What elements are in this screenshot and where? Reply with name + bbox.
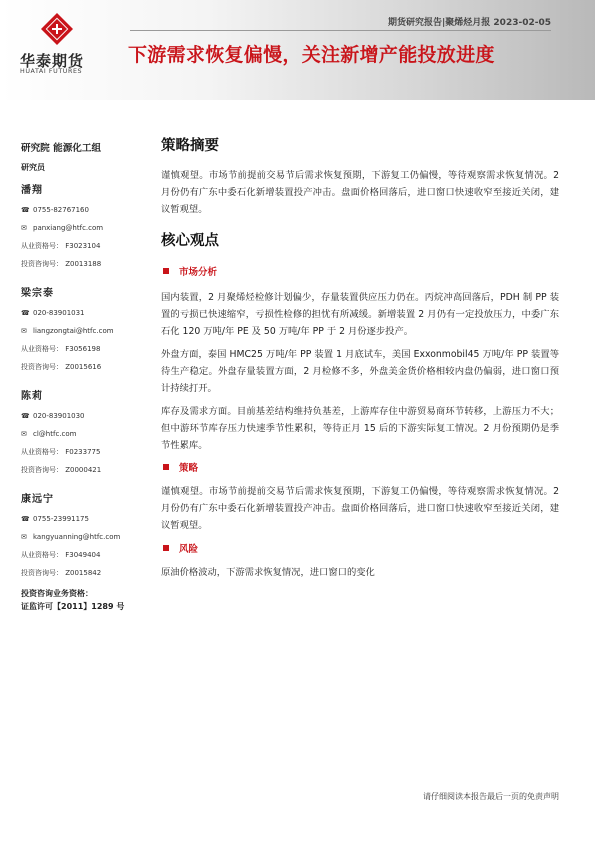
analyst-phone: 0755-82767160: [33, 206, 89, 214]
risk-paragraph: 原油价格波动，下游需求恢复情况，进口窗口的变化: [161, 567, 375, 578]
email-icon: ✉: [21, 430, 27, 438]
brand-name-cn: 华泰期货: [20, 52, 85, 70]
analyst-phone: 020-83901030: [33, 412, 85, 420]
role-label: 研究员: [21, 163, 45, 172]
analyst-consult-license: 投资咨询号： Z0013188: [21, 260, 102, 268]
analyst-card: [21, 284, 141, 379]
email-icon: ✉: [21, 224, 27, 232]
bullet-square-icon: [163, 464, 169, 470]
analyst-phone: 020-83901031: [33, 309, 85, 317]
analyst-consult-license: 投资咨询号： Z0015842: [21, 569, 102, 577]
header-divider: [130, 30, 551, 31]
report-type-date: 期货研究报告|聚烯烃月报 2023-02-05: [388, 18, 551, 28]
analyst-card: [21, 181, 141, 276]
strategy-label: 策略: [179, 462, 199, 474]
risk-label: 风险: [179, 543, 199, 555]
brand-name-en: HUATAI FUTURES: [20, 68, 83, 75]
risk-heading: [161, 539, 559, 556]
analyst-name: 梁宗泰: [21, 288, 54, 299]
phone-icon: ☎: [21, 412, 30, 420]
analyst-license: 从业资格号： F3023104: [21, 242, 101, 250]
bullet-square-icon: [163, 545, 169, 551]
analyst-consult-license: 投资咨询号： Z0000421: [21, 466, 102, 474]
analyst-email[interactable]: kangyuanning@htfc.com: [33, 533, 121, 541]
strategy-heading: [161, 458, 559, 475]
strategy-paragraph: 谨慎观望。市场节前提前交易节后需求恢复预期，下游复工仍偏慢，等待观察需求恢复情况。2 月份仍有广东中委石化新增装置投产冲击。盘面价格回落后，进口窗口快速收窄至接近关闭，建议暂观望。: [161, 486, 559, 531]
market-paragraph: 外盘方面，泰国 HMC25 万吨/年 PP 装置 1 月底试车，美国 Exxonmobil45 万吨/年 PP 装置等待生产稳定。外盘存量装置方面，2 月检修不多，外盘美金货价格相较内盘仍偏弱，进口窗口预计持续打开。: [161, 349, 559, 394]
analyst-name: 潘翔: [21, 185, 43, 196]
analyst-license: 从业资格号： F3049404: [21, 551, 101, 559]
market-analysis-heading: [161, 262, 559, 279]
bullet-square-icon: [163, 268, 169, 274]
analyst-email[interactable]: panxiang@htfc.com: [33, 224, 104, 232]
analyst-card: [21, 387, 141, 482]
analyst-consult-license: 投资咨询号： Z0015616: [21, 363, 102, 371]
email-icon: ✉: [21, 327, 27, 335]
summary-paragraph: 谨慎观望。市场节前提前交易节后需求恢复预期，下游复工仍偏慢，等待观察需求恢复情况。2 月份仍有广东中委石化新增装置投产冲击。盘面价格回落后，进口窗口快速收窄至接近关闭，建议暂观望。: [161, 170, 559, 215]
report-title: 下游需求恢复偏慢，关注新增产能投放进度: [128, 44, 495, 66]
analyst-license: 从业资格号： F0233775: [21, 448, 101, 456]
market-analysis-label: 市场分析: [179, 266, 218, 278]
qualification-label: 投资咨询业务资格：: [21, 589, 93, 598]
analyst-name: 陈莉: [21, 391, 43, 402]
analyst-card: [21, 490, 141, 585]
phone-icon: ☎: [21, 206, 30, 214]
summary-heading: 策略摘要: [161, 138, 219, 154]
analyst-sidebar: [21, 140, 141, 613]
report-body: [161, 134, 559, 581]
market-paragraph: 国内装置，2 月聚烯烃检修计划偏少，存量装置供应压力仍在。丙烷冲高回落后，PDH 制 PP 装置的亏损已快速缩窄，亏损性检修的担忧有所减缓。新增装置 2 月仍有一定投放压力，中委广东石化 120 万吨/年 PE 及 50 万吨/年 PP 于 2 月份逐步投产。: [161, 292, 559, 337]
analyst-email[interactable]: cl@htfc.com: [33, 430, 77, 438]
huatai-logo-icon: [40, 12, 74, 46]
analyst-license: 从业资格号： F3056198: [21, 345, 101, 353]
email-icon: ✉: [21, 533, 27, 541]
market-paragraph: 库存及需求方面。目前基差结构维持负基差，上游库存住中游贸易商环节转移，上游压力不大；但中游环节库存压力快速季节性累积，等待正月 15 后的下游实际复工情况。2 月份预期仍是季节性累库。: [161, 406, 559, 451]
analyst-name: 康远宁: [21, 494, 54, 505]
analyst-phone: 0755-23991175: [33, 515, 89, 523]
qualification-license: 证监许可【2011】1289 号: [21, 602, 125, 611]
phone-icon: ☎: [21, 515, 30, 523]
company-logo: [20, 12, 100, 74]
department-label: 研究院 能源化工组: [21, 143, 102, 154]
disclaimer-note: 请仔细阅读本报告最后一页的免责声明: [423, 792, 559, 801]
analyst-email[interactable]: liangzongtai@htfc.com: [33, 327, 114, 335]
core-view-heading: 核心观点: [161, 233, 219, 249]
phone-icon: ☎: [21, 309, 30, 317]
